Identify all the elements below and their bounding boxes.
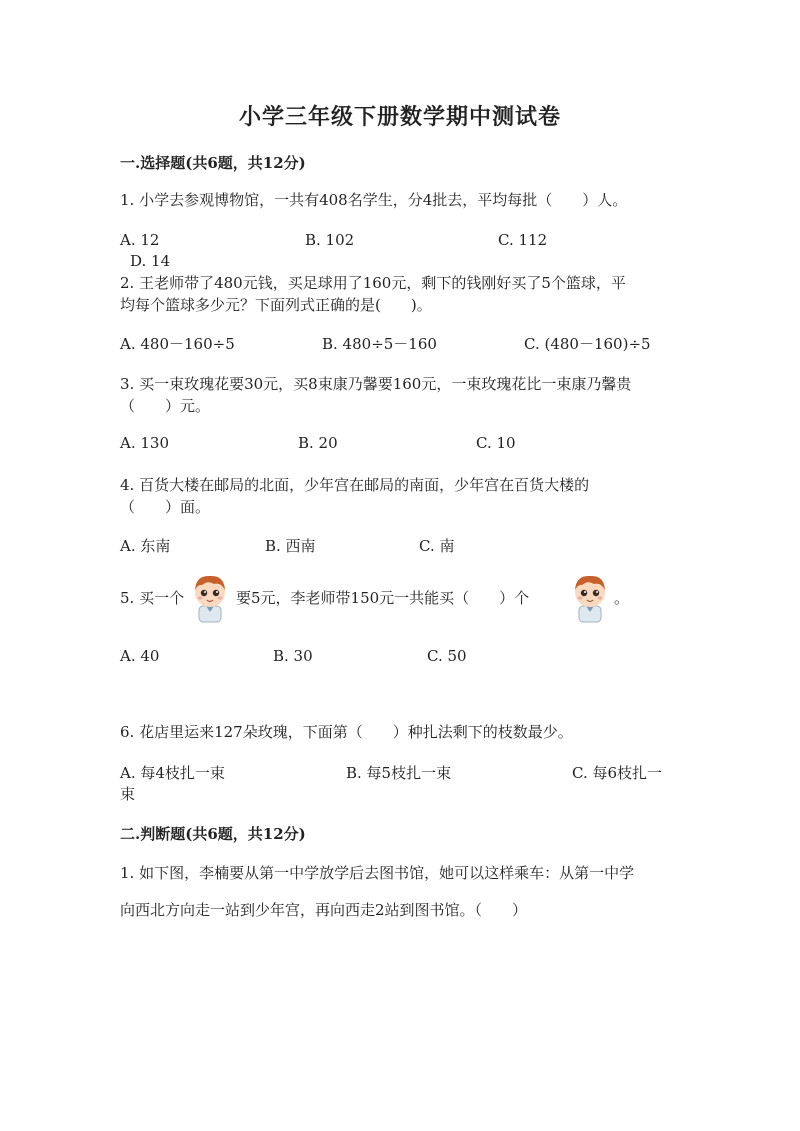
question-4-line-1: 4. 百货大楼在邮局的北面，少年宫在邮局的南面，少年宫在百货大楼的 xyxy=(120,476,590,494)
q1-option-a: A. 12 xyxy=(120,231,160,249)
q4-option-c: C. 南 xyxy=(419,537,455,555)
q4-option-b: B. 西南 xyxy=(265,537,316,555)
section-heading-judgment: 二.判断题(共6题，共12分) xyxy=(120,825,306,843)
judgment-question-1-line-1: 1. 如下图，李楠要从第一中学放学后去图书馆，她可以这样乘车：从第一中学 xyxy=(120,864,635,882)
q3-option-c: C. 10 xyxy=(476,434,516,452)
boy-icon xyxy=(188,572,232,624)
q1-option-d: D. 14 xyxy=(130,252,171,270)
question-1: 1. 小学去参观博物馆，一共有408名学生，分4批去，平均每批（ ）人。 xyxy=(120,191,628,209)
question-5-part-3: 。 xyxy=(614,589,630,607)
q6-option-c-wrap: 束 xyxy=(120,785,136,803)
q4-option-a: A. 东南 xyxy=(120,537,171,555)
section-heading-choice: 一.选择题(共6题，共12分) xyxy=(120,154,306,172)
q6-option-a: A. 每4枝扎一束 xyxy=(120,764,225,782)
page-title: 小学三年级下册数学期中测试卷 xyxy=(238,104,561,130)
q6-option-b: B. 每5枝扎一束 xyxy=(346,764,452,782)
boy-icon xyxy=(568,572,612,624)
question-3-line-2: （ ）元。 xyxy=(120,397,211,415)
q3-option-a: A. 130 xyxy=(120,434,169,452)
question-5-part-2: 要5元，李老师带150元一共能买（ ）个 xyxy=(236,589,530,607)
q5-option-c: C. 50 xyxy=(427,647,467,665)
q2-option-a: A. 480－160÷5 xyxy=(120,335,235,353)
q5-option-a: A. 40 xyxy=(120,647,160,665)
question-3-line-1: 3. 买一束玫瑰花要30元，买8束康乃馨要160元，一束玫瑰花比一束康乃馨贵 xyxy=(120,375,632,393)
q2-option-c: C. (480－160)÷5 xyxy=(524,335,651,353)
q1-option-c: C. 112 xyxy=(498,231,548,249)
question-2-line-2: 均每个篮球多少元？下面列式正确的是( )。 xyxy=(120,296,432,314)
question-5-part-1: 5. 买一个 xyxy=(120,589,185,607)
question-4-line-2: （ ）面。 xyxy=(120,498,211,516)
q6-option-c: C. 每6枝扎一 xyxy=(572,764,663,782)
q1-option-b: B. 102 xyxy=(305,231,355,249)
q5-option-b: B. 30 xyxy=(273,647,313,665)
q3-option-b: B. 20 xyxy=(298,434,338,452)
q2-option-b: B. 480÷5－160 xyxy=(322,335,437,353)
judgment-question-1-line-2: 向西北方向走一站到少年宫，再向西走2站到图书馆。（ ） xyxy=(120,901,528,919)
question-2-line-1: 2. 王老师带了480元钱，买足球用了160元，剩下的钱刚好买了5个篮球，平 xyxy=(120,274,626,292)
question-6: 6. 花店里运来127朵玫瑰，下面第（ ）种扎法剩下的枝数最少。 xyxy=(120,723,573,741)
